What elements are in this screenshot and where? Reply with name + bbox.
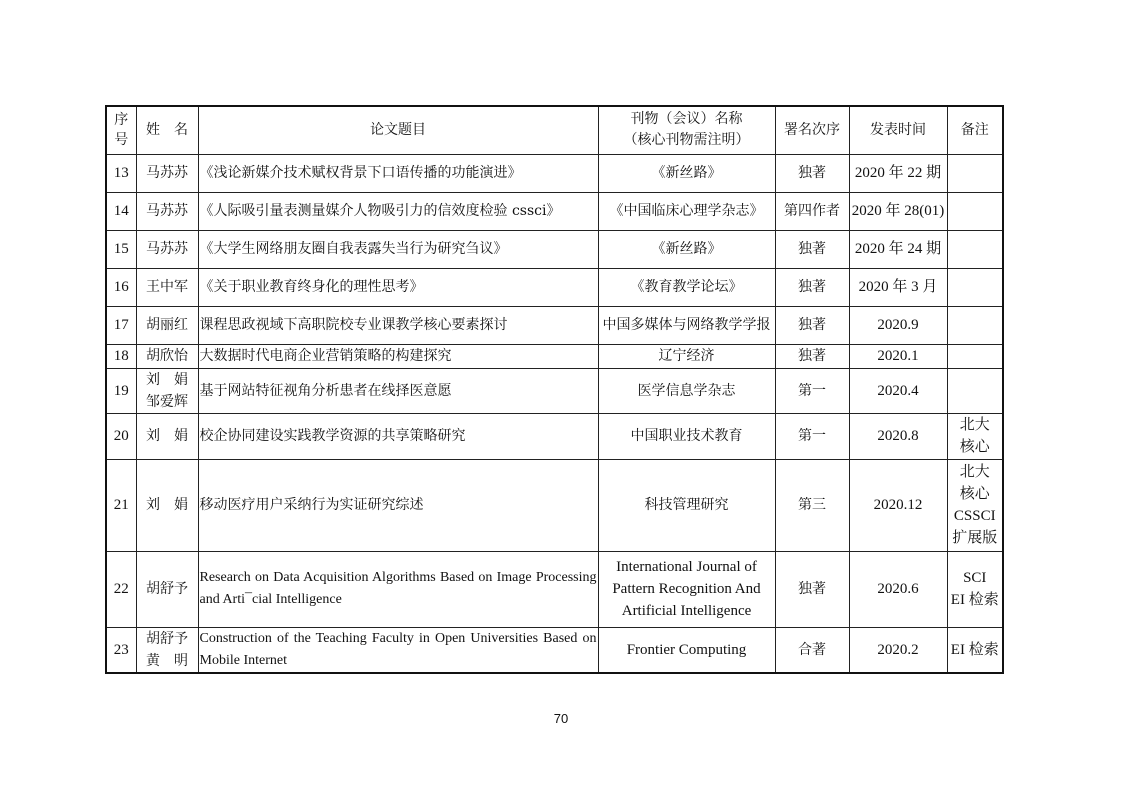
row-number: 23	[106, 627, 136, 673]
paper-title: 《人际吸引量表测量媒介人物吸引力的信效度检验 cssci》	[198, 192, 598, 230]
author-name-line: 胡舒予	[146, 581, 188, 597]
remark	[947, 413, 1003, 459]
author-name	[136, 413, 198, 459]
publish-date: 2020.4	[849, 368, 947, 413]
table-row	[106, 627, 1003, 673]
remark-line: 北大	[959, 464, 990, 480]
author-order: 第四作者	[775, 192, 849, 230]
header-order: 署名次序	[775, 106, 849, 154]
remark	[947, 268, 1003, 306]
row-number: 16	[106, 268, 136, 306]
row-number: 20	[106, 413, 136, 459]
journal-name	[598, 551, 775, 627]
journal-name-line: 科技管理研究	[644, 497, 729, 513]
author-order: 合著	[775, 627, 849, 673]
journal-name-line: 中国职业技术教育	[630, 428, 743, 444]
journal-name	[598, 413, 775, 459]
author-name	[136, 306, 198, 344]
author-name	[136, 230, 198, 268]
journal-name	[598, 268, 775, 306]
table-row	[106, 230, 1003, 268]
remark-line: 北大	[959, 417, 990, 433]
author-order: 独著	[775, 551, 849, 627]
journal-name-line: 中国多媒体与网络教学学报	[602, 317, 771, 333]
author-order: 独著	[775, 154, 849, 192]
journal-name-line: International Journal of	[616, 559, 757, 575]
author-order: 独著	[775, 230, 849, 268]
paper-title: 移动医疗用户采纳行为实证研究综述	[198, 459, 598, 551]
header-name: 姓 名	[136, 106, 198, 154]
remark-line: 核心	[959, 439, 990, 455]
table-row	[106, 459, 1003, 551]
header-row	[106, 106, 1003, 154]
author-order: 独著	[775, 306, 849, 344]
journal-name	[598, 306, 775, 344]
header-journal: 刊物（会议）名称 （核心刊物需注明）	[598, 106, 775, 154]
paper-title: 校企协同建设实践教学资源的共享策略研究	[198, 413, 598, 459]
journal-name-line: Pattern Recognition And	[612, 581, 761, 597]
paper-table	[105, 105, 1004, 674]
journal-name-line: 辽宁经济	[658, 348, 715, 364]
row-number: 22	[106, 551, 136, 627]
table-row	[106, 344, 1003, 368]
author-name-line: 马苏苏	[146, 165, 188, 181]
author-name-line: 胡丽红	[146, 317, 188, 333]
paper-title: 大数据时代电商企业营销策略的构建探究	[198, 344, 598, 368]
publish-date: 2020 年 22 期	[849, 154, 947, 192]
remark-line: 核心	[959, 486, 990, 502]
remark	[947, 192, 1003, 230]
table-row	[106, 154, 1003, 192]
author-name	[136, 268, 198, 306]
author-order: 第一	[775, 368, 849, 413]
remark-line: 扩展版	[952, 530, 998, 546]
publish-date: 2020.12	[849, 459, 947, 551]
author-name-line: 黄 明	[146, 652, 188, 669]
remark	[947, 627, 1003, 673]
table-row	[106, 551, 1003, 627]
page-number: 70	[553, 711, 569, 726]
row-number: 17	[106, 306, 136, 344]
author-name-line: 马苏苏	[146, 241, 188, 257]
header-date: 发表时间	[849, 106, 947, 154]
author-name	[136, 154, 198, 192]
row-number: 19	[106, 368, 136, 413]
remark	[947, 344, 1003, 368]
paper-title: 《大学生网络朋友圈自我表露失当行为研究刍议》	[198, 230, 598, 268]
publish-date: 2020 年 24 期	[849, 230, 947, 268]
table-row	[106, 192, 1003, 230]
author-name	[136, 459, 198, 551]
table-row	[106, 306, 1003, 344]
header-note: 备注	[947, 106, 1003, 154]
author-name-line: 刘 娟	[146, 428, 188, 444]
author-name	[136, 368, 198, 413]
author-order: 独著	[775, 344, 849, 368]
remark-line: CSSCI	[953, 508, 996, 524]
remark	[947, 368, 1003, 413]
author-name	[136, 627, 198, 673]
journal-name-line: 医学信息学杂志	[637, 382, 736, 399]
table-row	[106, 413, 1003, 459]
publish-date: 2020.8	[849, 413, 947, 459]
author-name-line: 刘 娟	[146, 497, 188, 513]
paper-title: 课程思政视域下高职院校专业课教学核心要素探讨	[198, 306, 598, 344]
remark	[947, 551, 1003, 627]
author-name	[136, 551, 198, 627]
publish-date: 2020.9	[849, 306, 947, 344]
journal-name	[598, 344, 775, 368]
journal-name-line: Frontier Computing	[626, 641, 747, 658]
row-number: 14	[106, 192, 136, 230]
author-order: 第一	[775, 413, 849, 459]
journal-name-line: 《新丝路》	[651, 165, 722, 181]
author-name-line: 马苏苏	[146, 203, 188, 219]
publish-date: 2020.1	[849, 344, 947, 368]
remark-line: SCI	[963, 570, 987, 586]
paper-title: Construction of the Teaching Faculty in Open Universities Based on Mobile Internet	[198, 627, 598, 673]
row-number: 13	[106, 154, 136, 192]
publish-date: 2020 年 3 月	[849, 268, 947, 306]
author-order: 独著	[775, 268, 849, 306]
table-row	[106, 368, 1003, 413]
paper-title: 《浅论新媒介技术赋权背景下口语传播的功能演进》	[198, 154, 598, 192]
journal-name	[598, 230, 775, 268]
journal-name-line: Artificial Intelligence	[621, 603, 752, 619]
author-name-line: 胡舒予	[146, 630, 188, 647]
journal-name-line: 《教育教学论坛》	[630, 279, 743, 295]
publish-date: 2020 年 28(01)	[849, 192, 947, 230]
paper-title: Research on Data Acquisition Algorithms Based on Image Processing and Arti¯cial Intelligence	[198, 551, 598, 627]
row-number: 21	[106, 459, 136, 551]
journal-name-line: 《中国临床心理学杂志》	[609, 203, 764, 219]
row-number: 18	[106, 344, 136, 368]
table-body	[106, 154, 1003, 673]
table-row	[106, 268, 1003, 306]
remark	[947, 459, 1003, 551]
paper-title: 基于网站特征视角分析患者在线择医意愿	[198, 368, 598, 413]
remark-line: EI 检索	[950, 641, 999, 658]
author-name-line: 邹爱辉	[146, 393, 188, 410]
author-order: 第三	[775, 459, 849, 551]
journal-name	[598, 459, 775, 551]
journal-name	[598, 627, 775, 673]
author-name	[136, 344, 198, 368]
author-name-line: 刘 娟	[146, 371, 188, 388]
remark-line: EI 检索	[950, 592, 999, 608]
publish-date: 2020.2	[849, 627, 947, 673]
paper-title: 《关于职业教育终身化的理性思考》	[198, 268, 598, 306]
author-name-line: 胡欣怡	[146, 348, 188, 364]
author-name-line: 王中军	[146, 279, 188, 295]
remark	[947, 154, 1003, 192]
remark	[947, 230, 1003, 268]
journal-name	[598, 154, 775, 192]
publish-date: 2020.6	[849, 551, 947, 627]
author-name	[136, 192, 198, 230]
journal-name	[598, 192, 775, 230]
journal-name-line: 《新丝路》	[651, 241, 722, 257]
row-number: 15	[106, 230, 136, 268]
remark	[947, 306, 1003, 344]
header-no: 序 号	[106, 106, 136, 154]
header-title: 论文题目	[198, 106, 598, 154]
journal-name	[598, 368, 775, 413]
